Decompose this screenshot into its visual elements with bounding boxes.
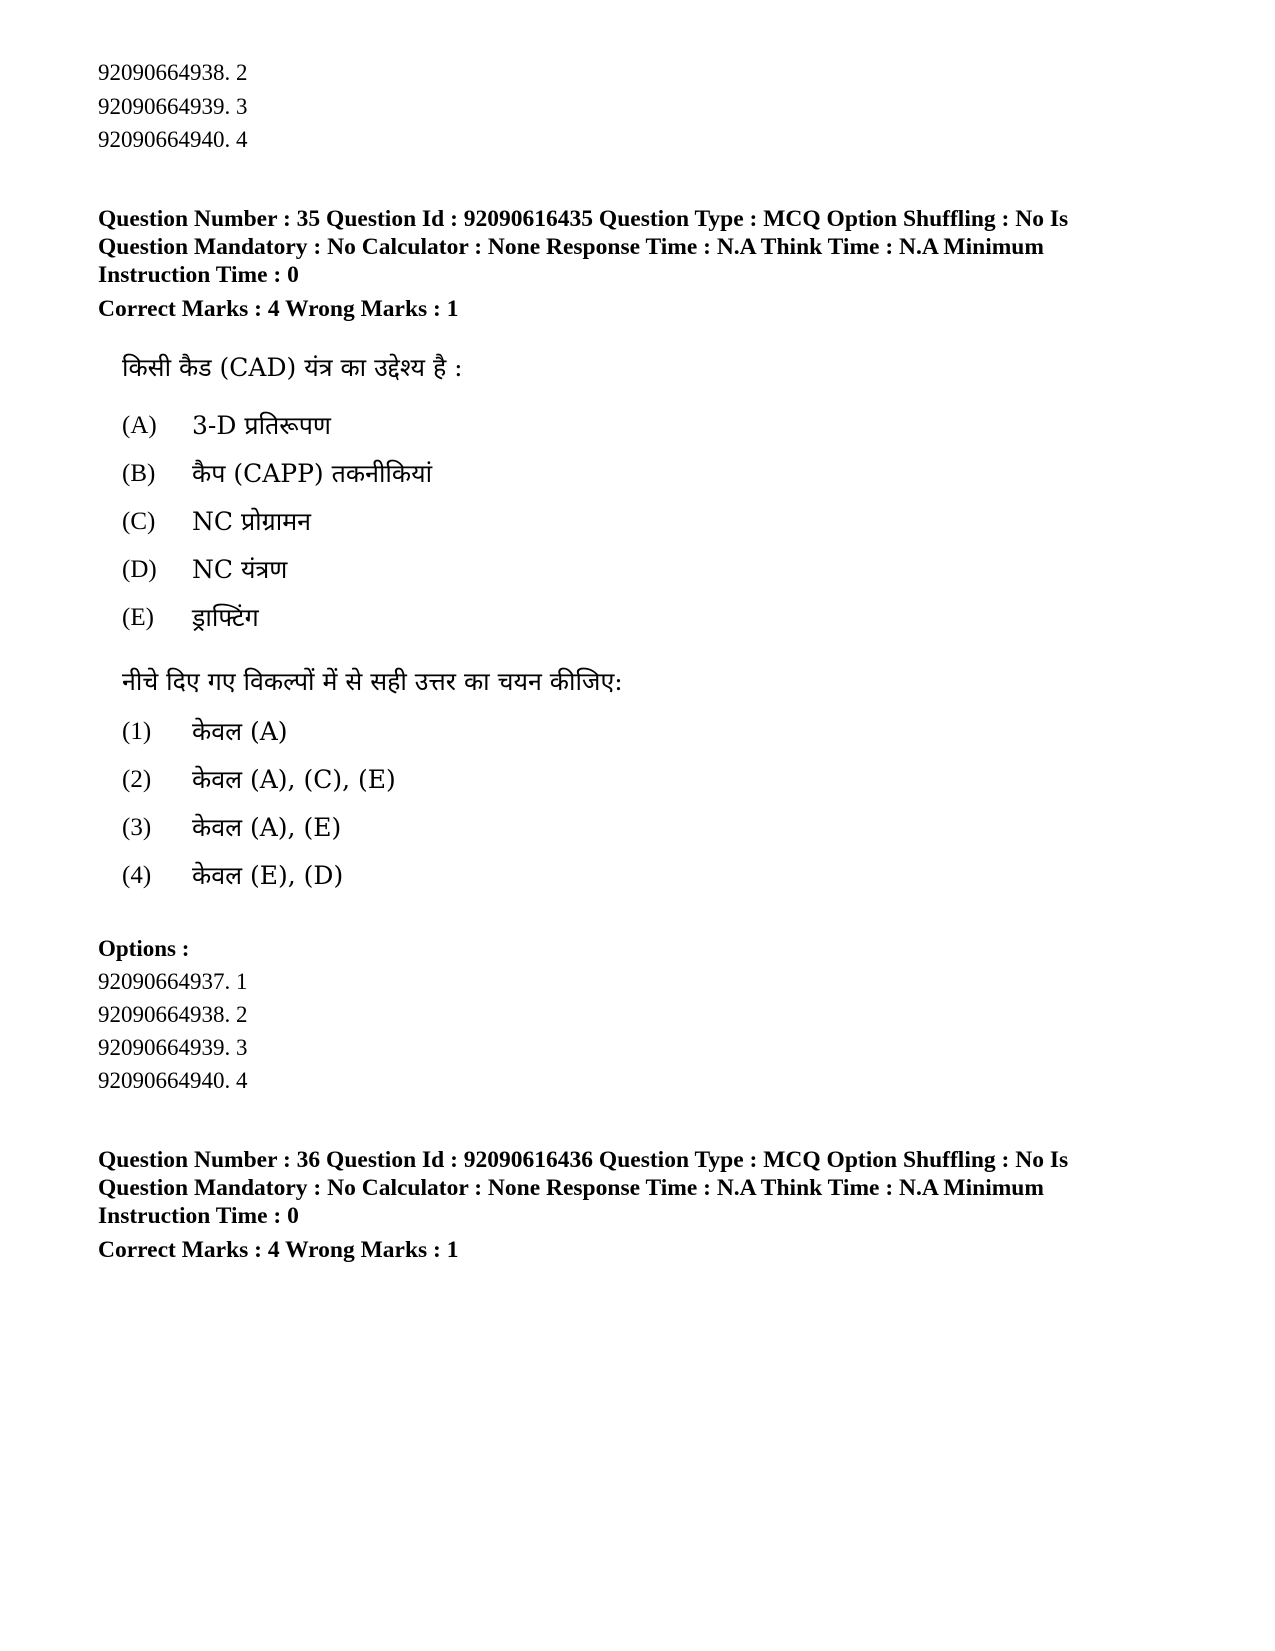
statement-a-text: 3-D प्रतिरूपण xyxy=(192,411,331,440)
q35-option-3: 92090664939. 3 xyxy=(98,1035,248,1060)
q35-option-2: 92090664938. 2 xyxy=(98,1002,248,1027)
q35-instruction: नीचे दिए गए विकल्पों में से सही उत्तर का चयन कीजिए: xyxy=(122,667,623,696)
statement-b-label: (B) xyxy=(122,460,156,487)
statement-d-label: (D) xyxy=(122,556,157,583)
statement-c-label: (C) xyxy=(122,508,156,535)
choice-2-text: केवल (A), (C), (E) xyxy=(192,765,396,794)
choice-2-label: (2) xyxy=(122,766,152,793)
statement-a-label: (A) xyxy=(122,412,157,439)
q36-meta-line-3: Instruction Time : 0 xyxy=(98,1203,299,1229)
statement-b-text: कैप (CAPP) तकनीकियां xyxy=(192,459,433,488)
choice-4-text: केवल (E), (D) xyxy=(192,861,344,890)
q35-options-heading: Options : xyxy=(98,936,190,961)
q36-marks: Correct Marks : 4 Wrong Marks : 1 xyxy=(98,1237,459,1263)
prev-option-3: 92090664939. 3 xyxy=(98,94,248,119)
statement-d-text: NC यंत्रण xyxy=(192,555,288,584)
choice-4-label: (4) xyxy=(122,862,152,889)
q35-marks: Correct Marks : 4 Wrong Marks : 1 xyxy=(98,296,459,322)
statement-e-label: (E) xyxy=(122,604,154,631)
choice-3-text: केवल (A), (E) xyxy=(192,813,342,842)
q35-meta-line-3: Instruction Time : 0 xyxy=(98,262,299,288)
q35-option-1: 92090664937. 1 xyxy=(98,969,248,994)
choice-3-label: (3) xyxy=(122,814,152,841)
q36-meta-line-1: Question Number : 36 Question Id : 92090616436 Question Type : MCQ Option Shuffling : No Is xyxy=(98,1147,1069,1173)
prev-option-2: 92090664938. 2 xyxy=(98,60,248,85)
prev-option-4: 92090664940. 4 xyxy=(98,127,248,152)
q35-meta-line-2: Question Mandatory : No Calculator : None Response Time : N.A Think Time : N.A Minimum xyxy=(98,234,1044,260)
statement-c-text: NC प्रोग्रामन xyxy=(192,507,312,536)
q35-option-4: 92090664940. 4 xyxy=(98,1068,248,1093)
choice-1-text: केवल (A) xyxy=(192,717,288,746)
statement-e-text: ड्राफ्टिंग xyxy=(192,603,259,632)
choice-1-label: (1) xyxy=(122,718,152,745)
q35-meta-line-1: Question Number : 35 Question Id : 92090616435 Question Type : MCQ Option Shuffling : No Is xyxy=(98,206,1069,232)
q36-meta-line-2: Question Mandatory : No Calculator : None Response Time : N.A Think Time : N.A Minimum xyxy=(98,1175,1044,1201)
q35-question-text: किसी कैड (CAD) यंत्र का उद्देश्य है : xyxy=(122,353,463,382)
